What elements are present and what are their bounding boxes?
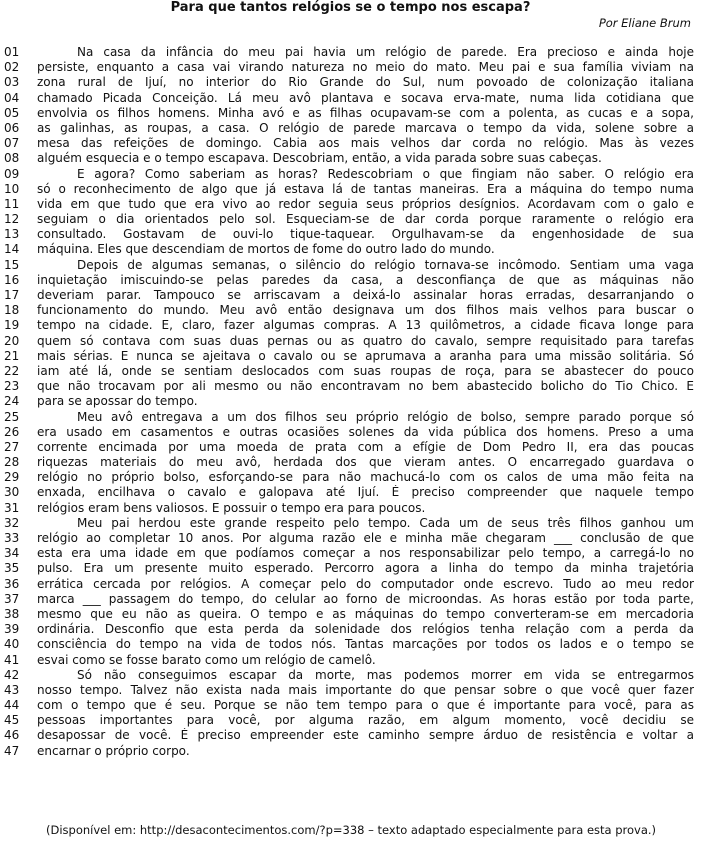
line-number: 02 bbox=[4, 60, 20, 75]
text-line bbox=[4, 106, 694, 121]
line-number: 42 bbox=[4, 667, 20, 682]
line-number: 23 bbox=[4, 379, 20, 394]
line-text: Só não conseguimos escapar da morte, mas podemos morrer em vida se entregarmos bbox=[77, 667, 694, 682]
line-text: consultado. Gostavam de ouvi-lo tique-taquear. Orgulhavam-se da engenhosidade de sua bbox=[37, 227, 694, 242]
line-text: chamado Picada Conceição. Lá meu avô plantava e socava erva-mate, numa lida cotidiana que bbox=[37, 90, 694, 105]
line-text: Depois de algumas semanas, o silêncio do relógio tornava-se incômodo. Sentiam uma vaga bbox=[77, 257, 694, 272]
text-line bbox=[4, 318, 694, 333]
text-line bbox=[4, 136, 694, 151]
line-text: relógio ao completar 10 anos. Por alguma razão ele e minha mãe chegaram ___ conclusão de que bbox=[37, 531, 694, 545]
line-text: errática cercada por relógios. A começar pelo do computador onde escrevo. Tudo ao meu redor bbox=[37, 576, 694, 591]
line-text: inquietação imiscuindo-se pelas paredes da casa, a desconfiança de que as máquinas não bbox=[37, 272, 694, 287]
line-text: riquezas materiais do meu avô, herdada dos que vieram antes. O encarregado guardava o bbox=[37, 455, 694, 470]
line-number: 30 bbox=[4, 485, 20, 500]
text-line bbox=[4, 485, 694, 500]
line-number: 32 bbox=[4, 515, 20, 530]
line-text: nosso tempo. Talvez não exista nada mais importante do que pensar sobre o que você quer fazer bbox=[37, 682, 694, 697]
line-number: 35 bbox=[4, 561, 20, 576]
line-number: 19 bbox=[4, 318, 20, 333]
line-text: só o reconhecimento de algo que já estava lá de tantas maneiras. Era a máquina do tempo numa bbox=[37, 181, 694, 196]
line-number: 44 bbox=[4, 698, 20, 713]
line-text: esvai como se fosse barato como um relógio de camelô. bbox=[37, 652, 376, 667]
line-text: relógio no próprio bolso, esforçando-se para não machucá-lo com os calos de uma mão feita na bbox=[37, 470, 694, 485]
text-line bbox=[4, 91, 694, 106]
line-text: as galinhas, as roupas, a casa. O relógio de parede marcava o tempo da vida, solene sobre a bbox=[37, 120, 694, 135]
line-text: envolvia os filhos homens. Minha avó e as filhas ocupavam-se com a polenta, as cucas e a sopa, bbox=[37, 105, 694, 120]
text-line bbox=[4, 273, 694, 288]
text-line bbox=[4, 364, 694, 379]
line-number: 08 bbox=[4, 151, 20, 166]
text-line bbox=[4, 637, 694, 652]
line-number: 39 bbox=[4, 622, 20, 637]
text-line bbox=[4, 683, 694, 698]
line-text: com o tempo que é seu. Porque se não tem tempo para o que é importante para você, para as bbox=[37, 698, 694, 713]
line-text: iam até lá, onde se sentiam deslocados com suas roupas de roça, para se abastecer do pouco bbox=[37, 363, 694, 378]
author-byline: Por Eliane Brum bbox=[598, 16, 691, 30]
text-line bbox=[4, 622, 694, 637]
line-number: 37 bbox=[4, 591, 20, 606]
text-line bbox=[4, 470, 694, 485]
article-title: Para que tantos relógios se o tempo nos escapa? bbox=[170, 0, 531, 15]
line-number: 21 bbox=[4, 348, 20, 363]
line-number: 16 bbox=[4, 272, 20, 287]
line-number: 46 bbox=[4, 728, 20, 743]
line-text: encarnar o próprio corpo. bbox=[37, 743, 190, 758]
source-citation: (Disponível em: http://desacontecimentos.com/?p=338 – texto adaptado especialmente para esta prova.) bbox=[46, 823, 657, 837]
text-line bbox=[4, 410, 694, 425]
text-line bbox=[4, 121, 694, 136]
text-line bbox=[4, 394, 694, 409]
text-line bbox=[4, 242, 694, 257]
text-line bbox=[4, 501, 694, 516]
line-number: 05 bbox=[4, 105, 20, 120]
line-number: 17 bbox=[4, 288, 20, 302]
text-line bbox=[4, 227, 694, 242]
line-number: 26 bbox=[4, 424, 20, 439]
text-line bbox=[4, 577, 694, 592]
line-number: 31 bbox=[4, 500, 20, 515]
line-number: 12 bbox=[4, 212, 20, 227]
line-number: 06 bbox=[4, 120, 20, 135]
line-text: era usado em casamentos e outras ocasiões solenes da vida pública dos homens. Preso a uma bbox=[37, 424, 694, 439]
line-number: 15 bbox=[4, 257, 20, 272]
line-number: 25 bbox=[4, 409, 20, 424]
line-text: mais sérias. E nunca se ajeitava o cavalo ou se aprumava a aranha para uma missão solitária. Só bbox=[37, 348, 694, 363]
line-text: Meu avô entregava a um dos filhos seu próprio relógio de bolso, sempre parado porque só bbox=[77, 409, 694, 424]
line-text: consciência do tempo na vida de todos nós. Tantas marcações por todos os lados e o tempo se bbox=[37, 637, 694, 652]
text-line bbox=[4, 45, 694, 60]
line-text: funcionamento do mundo. Meu avô então designava um dos filhos mais velhos para buscar o bbox=[37, 303, 694, 318]
text-line bbox=[4, 516, 694, 531]
line-text: zona rural de Ijuí, no interior do Rio Grande do Sul, num povoado de colonização italiana bbox=[37, 75, 694, 90]
text-line bbox=[4, 744, 694, 759]
text-line bbox=[4, 60, 694, 75]
text-line bbox=[4, 379, 694, 394]
line-number: 03 bbox=[4, 75, 20, 90]
line-number: 18 bbox=[4, 303, 20, 318]
line-text: relógios eram bens valiosos. E possuir o tempo era para poucos. bbox=[37, 500, 426, 515]
text-line bbox=[4, 212, 694, 227]
text-line bbox=[4, 349, 694, 364]
line-text: para se apossar do tempo. bbox=[37, 394, 198, 409]
line-number: 10 bbox=[4, 181, 20, 196]
line-text: corrente encimada por uma moeda de prata com a efígie de Dom Pedro II, era das poucas bbox=[37, 439, 694, 454]
line-number: 11 bbox=[4, 196, 20, 211]
text-line bbox=[4, 288, 694, 303]
text-line bbox=[4, 440, 694, 455]
line-text: desapossar de você. É preciso empreender este caminho sempre árduo de resistência e voltar a bbox=[37, 728, 694, 743]
line-number: 07 bbox=[4, 136, 20, 151]
text-line bbox=[4, 303, 694, 318]
line-text: quem só contava com suas duas pernas ou as quatro do cavalo, sempre requisitado para tarefas bbox=[37, 333, 694, 348]
line-number: 24 bbox=[4, 394, 20, 409]
line-text: mesmo que eu não as queira. O tempo e as máquinas do tempo converteram-se em mercadoria bbox=[37, 606, 694, 621]
line-number: 33 bbox=[4, 531, 20, 545]
text-line bbox=[4, 561, 694, 576]
line-text: que não trocavam por ali mesmo ou não encontravam no bem abastecido bolicho do Tio Chico. E bbox=[37, 379, 694, 394]
line-text: pulso. Era um presente muito esperado. Percorro agora a linha do tempo da minha trajetória bbox=[37, 561, 694, 576]
line-text: deveriam parar. Tampouco se arriscavam a deixá-lo assinalar horas erradas, desarranjando o bbox=[37, 288, 694, 302]
line-text: seguiam o dia orientados pelo sol. Esqueciam-se de dar corda porque raramente o relógio era bbox=[37, 212, 694, 227]
line-number: 27 bbox=[4, 439, 20, 454]
text-line bbox=[4, 258, 694, 273]
text-line bbox=[4, 728, 694, 743]
line-number: 09 bbox=[4, 166, 20, 181]
line-text: Meu pai herdou este grande respeito pelo tempo. Cada um de seus três filhos ganhou um bbox=[77, 515, 694, 530]
line-text: esta era uma idade em que podíamos começar a nos responsabilizar pelo tempo, a carregá-lo no bbox=[37, 546, 694, 561]
line-number: 01 bbox=[4, 45, 20, 59]
text-line bbox=[4, 607, 694, 622]
text-line bbox=[4, 653, 694, 668]
text-line bbox=[4, 546, 694, 561]
line-number: 38 bbox=[4, 606, 20, 621]
line-text: tempo na cidade. E, claro, fazer algumas compras. A 13 quilômetros, a cidade ficava longe para bbox=[37, 318, 694, 333]
text-line bbox=[4, 531, 694, 546]
line-text: vida em que tudo que era vivo ao redor seguia seus próprios desígnios. Acordavam com o galo e bbox=[37, 196, 694, 211]
line-text: enxada, encilhava o cavalo e galopava até Ijuí. É preciso compreender que naquele tempo bbox=[37, 485, 694, 500]
text-line bbox=[4, 713, 694, 728]
line-text: ordinária. Desconfio que esta perda da solenidade dos relógios tenha relação com a perda da bbox=[37, 622, 694, 637]
line-number: 43 bbox=[4, 682, 20, 697]
line-text: pessoas importantes para você, por alguma razão, em algum momento, você decidiu se bbox=[37, 713, 694, 728]
text-line bbox=[4, 455, 694, 470]
text-line bbox=[4, 668, 694, 683]
line-number: 14 bbox=[4, 242, 20, 257]
numbered-text-body bbox=[4, 45, 694, 759]
line-text: alguém esquecia e o tempo escapava. Descobriam, então, a vida parada sobre suas cabeças. bbox=[37, 151, 602, 166]
line-number: 22 bbox=[4, 363, 20, 378]
text-line bbox=[4, 197, 694, 212]
line-number: 40 bbox=[4, 637, 20, 652]
line-text: Na casa da infância do meu pai havia um relógio de parede. Era precioso e ainda hoje bbox=[77, 45, 694, 59]
line-number: 29 bbox=[4, 470, 20, 485]
line-number: 13 bbox=[4, 227, 20, 242]
line-number: 04 bbox=[4, 90, 20, 105]
text-line bbox=[4, 592, 694, 607]
text-line bbox=[4, 425, 694, 440]
line-text: marca ___ passagem do tempo, do celular ao forno de microondas. As horas estão por toda parte, bbox=[37, 591, 694, 606]
line-text: máquina. Eles que descendiam de mortos de fome do outro lado do mundo. bbox=[37, 242, 495, 257]
line-number: 45 bbox=[4, 713, 20, 728]
text-line bbox=[4, 75, 694, 90]
text-line bbox=[4, 334, 694, 349]
text-line bbox=[4, 698, 694, 713]
line-number: 41 bbox=[4, 652, 20, 667]
line-text: mesa das refeições de domingo. Cabia aos mais velhos dar corda no relógio. Mas às vezes bbox=[37, 136, 694, 151]
line-number: 28 bbox=[4, 455, 20, 470]
line-number: 20 bbox=[4, 333, 20, 348]
line-number: 36 bbox=[4, 576, 20, 591]
line-text: persiste, enquanto a casa vai virando natureza no meio do mato. Meu pai e sua família viviam na bbox=[37, 60, 694, 75]
line-number: 47 bbox=[4, 743, 20, 758]
text-line bbox=[4, 151, 694, 166]
text-line bbox=[4, 182, 694, 197]
line-text: E agora? Como saberiam as horas? Redescobriam o que fingiam não saber. O relógio era bbox=[77, 166, 694, 181]
line-number: 34 bbox=[4, 546, 20, 561]
text-line bbox=[4, 167, 694, 182]
